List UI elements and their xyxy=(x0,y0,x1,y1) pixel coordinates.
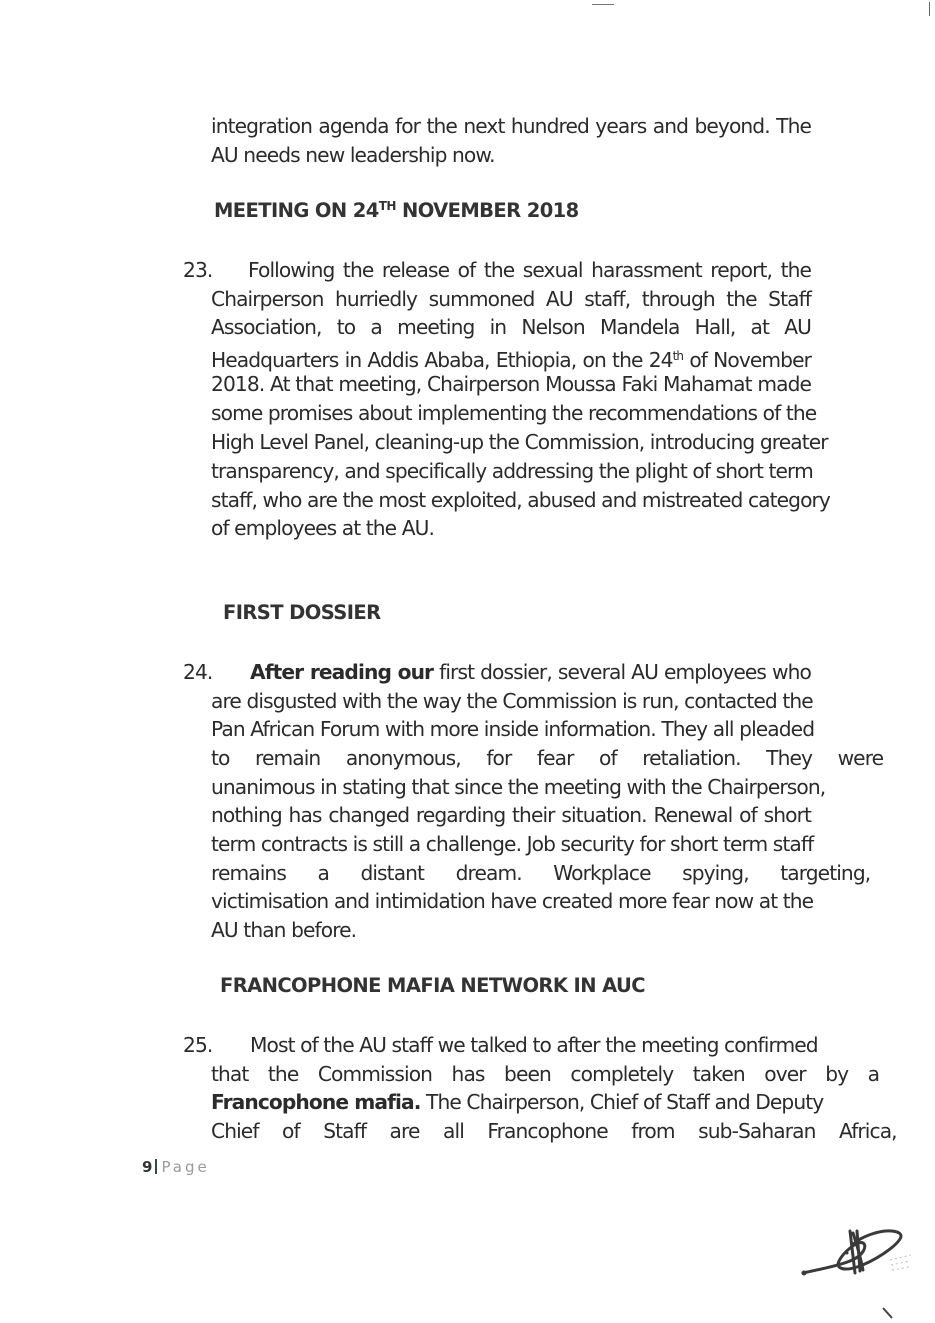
text: first dossier, several AU employees who xyxy=(433,660,812,684)
bold-text: Francophone mafia. xyxy=(211,1090,421,1114)
page-footer xyxy=(142,1158,210,1176)
scan-mark-right xyxy=(929,2,930,16)
intro-line: AU needs new leadership now. xyxy=(211,143,495,167)
bold-text: After reading our xyxy=(250,660,434,684)
paragraph-line: transparency, and specifically addressing the plight of short term xyxy=(211,459,813,483)
paragraph-line: nothing has changed regarding their situation. Renewal of short xyxy=(211,803,811,827)
paragraph-line: Most of the AU staff we talked to after the meeting confirmed xyxy=(250,1033,818,1057)
intro-line: integration agenda for the next hundred years and beyond. The xyxy=(211,114,811,138)
page-label: Page xyxy=(161,1158,210,1176)
superscript: th xyxy=(672,349,684,363)
paragraph-line: remains a distant dream. Workplace spying, targeting, xyxy=(211,861,871,885)
paragraph-line: unanimous in stating that since the meeting with the Chairperson, xyxy=(211,775,826,799)
paragraph-line xyxy=(211,1088,824,1117)
section-heading-meeting xyxy=(214,199,579,222)
paragraph-line: staff, who are the most exploited, abused and mistreated category xyxy=(211,488,830,512)
paragraph-line: 2018. At that meeting, Chairperson Moussa Faki Mahamat made xyxy=(211,372,811,396)
text: of November xyxy=(683,348,812,372)
paragraph-line: are disgusted with the way the Commission is run, contacted the xyxy=(211,689,813,713)
section-heading-first-dossier: FIRST DOSSIER xyxy=(223,601,381,624)
paragraph-line: Following the release of the sexual harassment report, the xyxy=(248,258,811,282)
footer-divider xyxy=(155,1159,157,1174)
heading-text: NOVEMBER 2018 xyxy=(395,199,579,222)
heading-superscript: TH xyxy=(378,199,396,213)
text: The Chairperson, Chief of Staff and Deputy xyxy=(420,1090,824,1114)
text: Headquarters in Addis Ababa, Ethiopia, on the 24 xyxy=(211,348,673,372)
paragraph-number: 23. xyxy=(183,258,213,282)
paragraph-line: High Level Panel, cleaning-up the Commission, introducing greater xyxy=(211,430,828,454)
paragraph-line: term contracts is still a challenge. Job security for short term staff xyxy=(211,832,814,856)
page-number: 9 xyxy=(142,1158,153,1176)
section-heading-francophone-mafia: FRANCOPHONE MAFIA NETWORK IN AUC xyxy=(220,974,645,997)
paragraph-line: victimisation and intimidation have created more fear now at the xyxy=(211,889,814,913)
paragraph-line: Association, to a meeting in Nelson Mandela Hall, at AU xyxy=(211,315,811,339)
scan-mark-top xyxy=(592,4,614,5)
paragraph-line: Chairperson hurriedly summoned AU staff, through the Staff xyxy=(211,287,811,311)
paragraph-number: 24. xyxy=(183,660,213,684)
paragraph-line: some promises about implementing the recommendations of the xyxy=(211,401,817,425)
signature-icon xyxy=(795,1215,935,1323)
paragraph-line: to remain anonymous, for fear of retaliation. They were xyxy=(211,746,884,770)
paragraph-line: Chief of Staff are all Francophone from sub-Saharan Africa, xyxy=(211,1119,897,1143)
paragraph-line: of employees at the AU. xyxy=(211,516,435,540)
paragraph-line xyxy=(250,658,811,687)
paragraph-line: AU than before. xyxy=(211,918,357,942)
heading-text: MEETING ON 24 xyxy=(214,199,379,222)
paragraph-line: that the Commission has been completely taken over by a xyxy=(211,1062,880,1086)
paragraph-number: 25. xyxy=(183,1033,213,1057)
paragraph-line: Pan African Forum with more inside information. They all pleaded xyxy=(211,717,815,741)
